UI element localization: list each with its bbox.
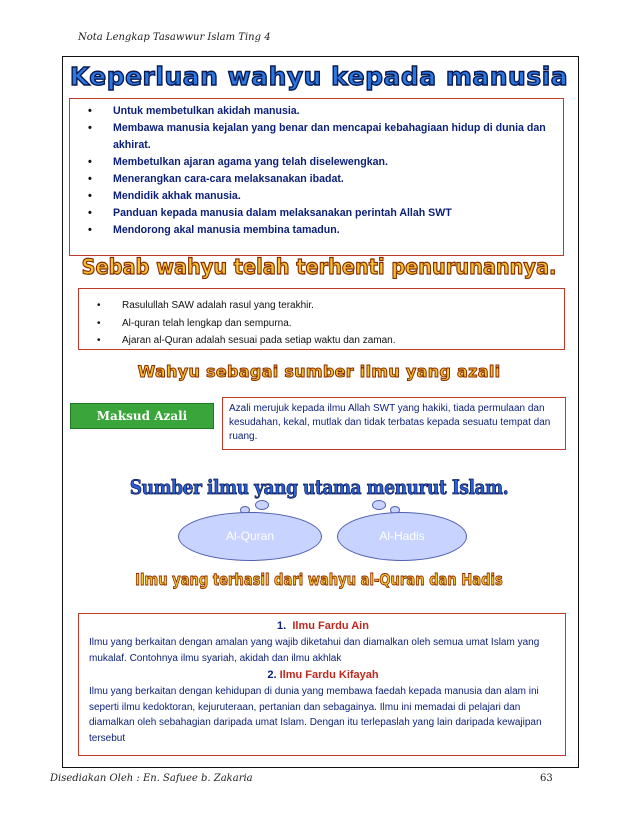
- maksud-azali-label: Maksud Azali: [70, 403, 214, 429]
- list-item: • Rasulullah SAW adalah rasul yang terakhir.: [79, 297, 564, 315]
- list-item: • Membawa manusia kejalan yang benar dan mencapai kebahagiaan hidup di dunia dan akhirat.: [88, 122, 546, 151]
- keperluan-wahyu-list: [70, 99, 563, 239]
- bullet-icon: •: [88, 105, 92, 117]
- fardu-ain-text: Ilmu yang berkaitan dengan amalan yang wajib diketahui dan diamalkan oleh semua umat Islam yang mukalaf. Contohnya ilmu syariah, akidah dan ilmu akhlak: [89, 637, 540, 664]
- list-item: • Membetulkan ajaran agama yang telah diselewengkan.: [70, 154, 563, 171]
- thought-bubble-dot: [255, 500, 269, 510]
- sebab-wahyu-box: [78, 288, 565, 350]
- footer-prepared-by: Disediakan Oleh : En. Safuee b. Zakaria: [50, 773, 253, 784]
- bullet-icon: •: [88, 156, 92, 168]
- section-title-sebab-wahyu-terhenti: Sebab wahyu telah terhenti penurunannya.: [81, 255, 557, 279]
- page-header-note: Nota Lengkap Tasawwur Islam Ting 4: [78, 32, 271, 43]
- bullet-icon: •: [88, 173, 92, 185]
- list-item: • Menerangkan cara-cara melaksanakan ibadat.: [70, 171, 563, 188]
- bullet-icon: •: [88, 207, 92, 219]
- bullet-icon: •: [88, 224, 92, 236]
- sebab-wahyu-list: [79, 289, 564, 350]
- bullet-icon: •: [88, 190, 92, 202]
- section-title-sumber-ilmu-utama: Sumber ilmu yang utama menurut Islam.: [129, 475, 509, 499]
- fardu-ain-heading: 1. Ilmu Fardu Ain: [277, 620, 369, 632]
- section-title-ilmu-terhasil: Ilmu yang terhasil dari wahyu al-Quran dan Hadis: [135, 570, 503, 589]
- bullet-icon: •: [88, 122, 92, 134]
- fardu-kifayah-text: Ilmu yang berkaitan dengan kehidupan di dunia yang membawa faedah kepada manusia dan alam ini seperti ilmu kedoktoran, kejuruteraan, pertanian dan sebagainya. Ilmu ini memadai di pelajari dan diamalkan oleh sebahagian daripada umat Islam. Dengan itu terlepaslah yang lain daripada kewajipan tersebut: [89, 686, 542, 744]
- source-cloud-al-quran: Al-Quran: [178, 512, 322, 561]
- list-item: • Mendidik akhak manusia.: [70, 188, 563, 205]
- list-item: • Mendorong akal manusia membina tamadun.: [70, 222, 563, 239]
- azali-definition: Azali merujuk kepada ilmu Allah SWT yang hakiki, tiada permulaan dan kesudahan, kekal, mutlak dan tidak terbatas kepada sesuatu tempat dan ruang.: [222, 397, 566, 450]
- fardu-kifayah-heading: 2. Ilmu Fardu Kifayah: [267, 669, 379, 681]
- page-number: 63: [540, 773, 553, 784]
- bullet-icon: •: [97, 317, 101, 329]
- bullet-icon: •: [97, 300, 101, 311]
- section-title-keperluan-wahyu: Keperluan wahyu kepada manusia: [69, 62, 569, 91]
- thought-bubble-dot: [372, 500, 386, 510]
- list-item: • Untuk membetulkan akidah manusia.: [70, 103, 563, 120]
- keperluan-wahyu-box: [69, 98, 564, 256]
- ilmu-terhasil-box: [78, 613, 566, 756]
- list-item: • Ajaran al-Quran adalah sesuai pada setiap waktu dan zaman.: [79, 332, 564, 350]
- source-cloud-al-hadis: Al-Hadis: [337, 512, 467, 561]
- list-item: • Panduan kepada manusia dalam melaksanakan perintah Allah SWT: [70, 205, 563, 222]
- list-item: • Al-quran telah lengkap dan sempurna.: [79, 315, 564, 333]
- bullet-icon: •: [97, 335, 101, 346]
- section-title-wahyu-sumber-ilmu: Wahyu sebagai sumber ilmu yang azali: [137, 362, 501, 381]
